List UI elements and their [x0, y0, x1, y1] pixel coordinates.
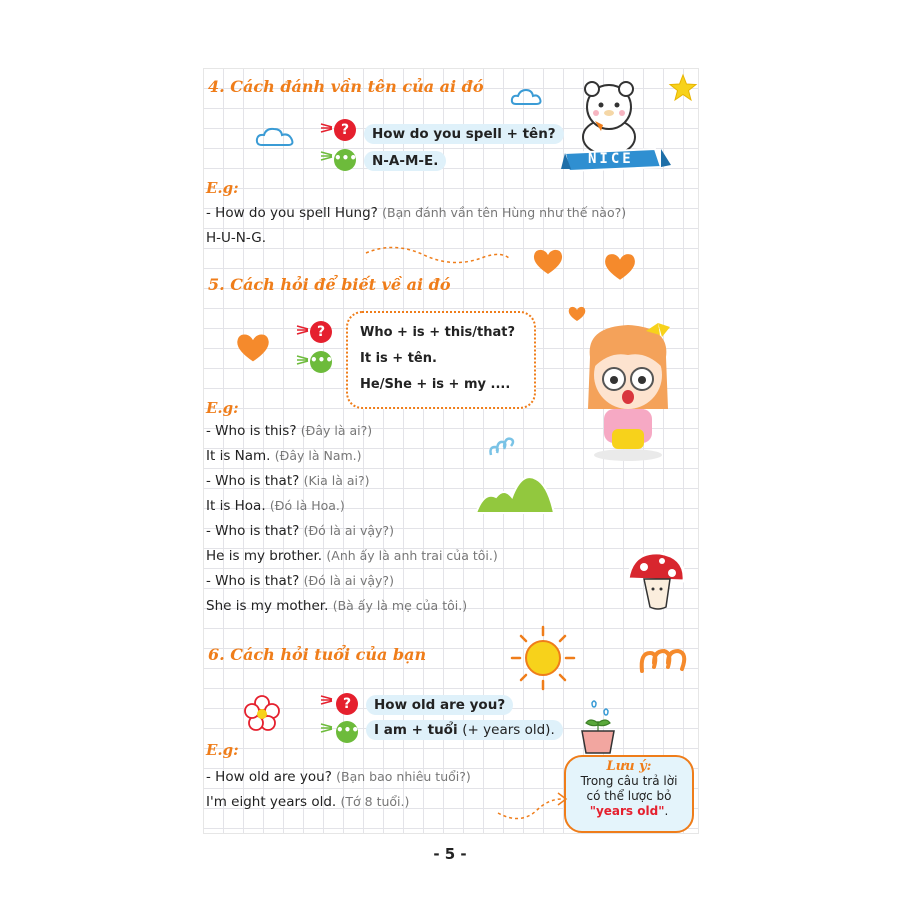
example-en: - Who is that?	[206, 473, 300, 489]
example-vi: (Đó là Hoa.)	[269, 498, 345, 513]
section6-eg-label: E.g:	[206, 741, 239, 759]
note-box	[564, 755, 694, 833]
example-vi: (Tớ 8 tuổi.)	[340, 794, 410, 809]
note-line: Trong câu trả lời	[580, 774, 678, 788]
speech-rays-icon	[320, 121, 334, 135]
page-number: - 5 -	[433, 845, 467, 863]
section4-example-line	[206, 205, 626, 221]
example-en: - How old are you?	[206, 769, 332, 785]
section6-example-line	[206, 794, 409, 810]
nice-label: NICE	[588, 151, 634, 167]
worksheet-page	[203, 68, 699, 834]
example-vi: (Đó là ai vậy?)	[303, 573, 394, 588]
note-title: Lưu ý:	[606, 759, 652, 774]
section4-example-answer: H-U-N-G.	[206, 230, 266, 246]
question-icon: ?	[334, 119, 356, 141]
example-en: - Who is this?	[206, 423, 297, 439]
speech-rays-icon	[320, 693, 334, 707]
example-en: She is my mother.	[206, 598, 329, 614]
section6-example-line	[206, 769, 471, 785]
example-vi: (Anh ấy là anh trai của tôi.)	[326, 548, 498, 563]
section4-title: 4. Cách đánh vần tên của ai đó	[208, 77, 484, 96]
pattern-line: It is + tên.	[360, 351, 437, 366]
example-en: I'm eight years old.	[206, 794, 337, 810]
example-en: - Who is that?	[206, 523, 300, 539]
note-highlight: "years old"	[589, 804, 665, 818]
section5-example-line	[206, 523, 394, 539]
answer-icon: •••	[336, 721, 358, 743]
pattern-line: Who + is + this/that?	[360, 325, 516, 340]
cloud-icon	[254, 125, 298, 149]
example-en: He is my brother.	[206, 548, 323, 564]
example-vi: (Đây là Nam.)	[274, 448, 362, 463]
orange-coil-icon	[638, 647, 694, 675]
section5-pattern-box	[346, 311, 536, 409]
pattern-line: He/She + is + my ....	[360, 377, 511, 392]
note-line: có thể lược bỏ	[586, 789, 672, 803]
section5-example-line	[206, 423, 372, 439]
section6-title: 6. Cách hỏi tuổi của bạn	[208, 645, 427, 664]
section5-title: 5. Cách hỏi để biết về ai đó	[208, 275, 451, 294]
section5-eg-label: E.g:	[206, 399, 239, 417]
section5-example-line	[206, 548, 498, 564]
speech-rays-icon	[320, 721, 334, 735]
flower-icon	[244, 695, 280, 731]
question-icon: ?	[336, 693, 358, 715]
green-hills-icon	[474, 469, 564, 515]
section6-answer-pill	[366, 720, 563, 740]
example-en: - Who is that?	[206, 573, 300, 589]
section5-example-line	[206, 473, 370, 489]
example-vi: (Đây là ai?)	[300, 423, 373, 438]
section5-example-line	[206, 598, 467, 614]
example-vi: (Bạn đánh vần tên Hùng như thế nào?)	[382, 205, 627, 220]
section5-example-line	[206, 498, 345, 514]
spring-coil-icon	[487, 433, 517, 461]
section4-eg-label: E.g:	[206, 179, 239, 197]
answer-extra: (+ years old).	[462, 722, 555, 738]
star-icon	[668, 73, 698, 103]
note-highlight-line	[566, 804, 692, 819]
example-vi: (Đó là ai vậy?)	[303, 523, 394, 538]
example-en: It is Nam.	[206, 448, 271, 464]
section4-question-pill: How do you spell + tên?	[364, 124, 564, 144]
dotted-arrow-decoration	[496, 781, 572, 821]
question-icon: ?	[310, 321, 332, 343]
answer-text: I am + tuổi	[374, 722, 458, 738]
example-vi: (Kia là ai?)	[303, 473, 370, 488]
cloud-icon	[510, 87, 544, 107]
answer-icon: •••	[310, 351, 332, 373]
speech-rays-icon	[296, 353, 310, 367]
section6-question-pill: How old are you?	[366, 695, 513, 715]
section5-example-line	[206, 573, 394, 589]
speech-rays-icon	[320, 149, 334, 163]
note-end: .	[664, 804, 669, 818]
dotted-swirl-decoration	[364, 243, 514, 273]
section5-example-line	[206, 448, 362, 464]
answer-icon: •••	[334, 149, 356, 171]
girl-sticker	[576, 317, 680, 463]
example-en: It is Hoa.	[206, 498, 266, 514]
heart-icon	[234, 331, 272, 365]
section4-answer-pill: N-A-M-E.	[364, 151, 446, 171]
example-vi: (Bạn bao nhiêu tuổi?)	[336, 769, 471, 784]
sun-icon	[510, 625, 576, 691]
heart-icon	[602, 251, 638, 283]
example-vi: (Bà ấy là mẹ của tôi.)	[332, 598, 468, 613]
bear-nice-sticker	[561, 77, 671, 187]
example-en: - How do you spell Hung?	[206, 205, 378, 221]
heart-icon	[531, 247, 565, 277]
speech-rays-icon	[296, 323, 310, 337]
plant-pot-icon	[576, 697, 620, 755]
mushroom-icon	[622, 549, 692, 613]
